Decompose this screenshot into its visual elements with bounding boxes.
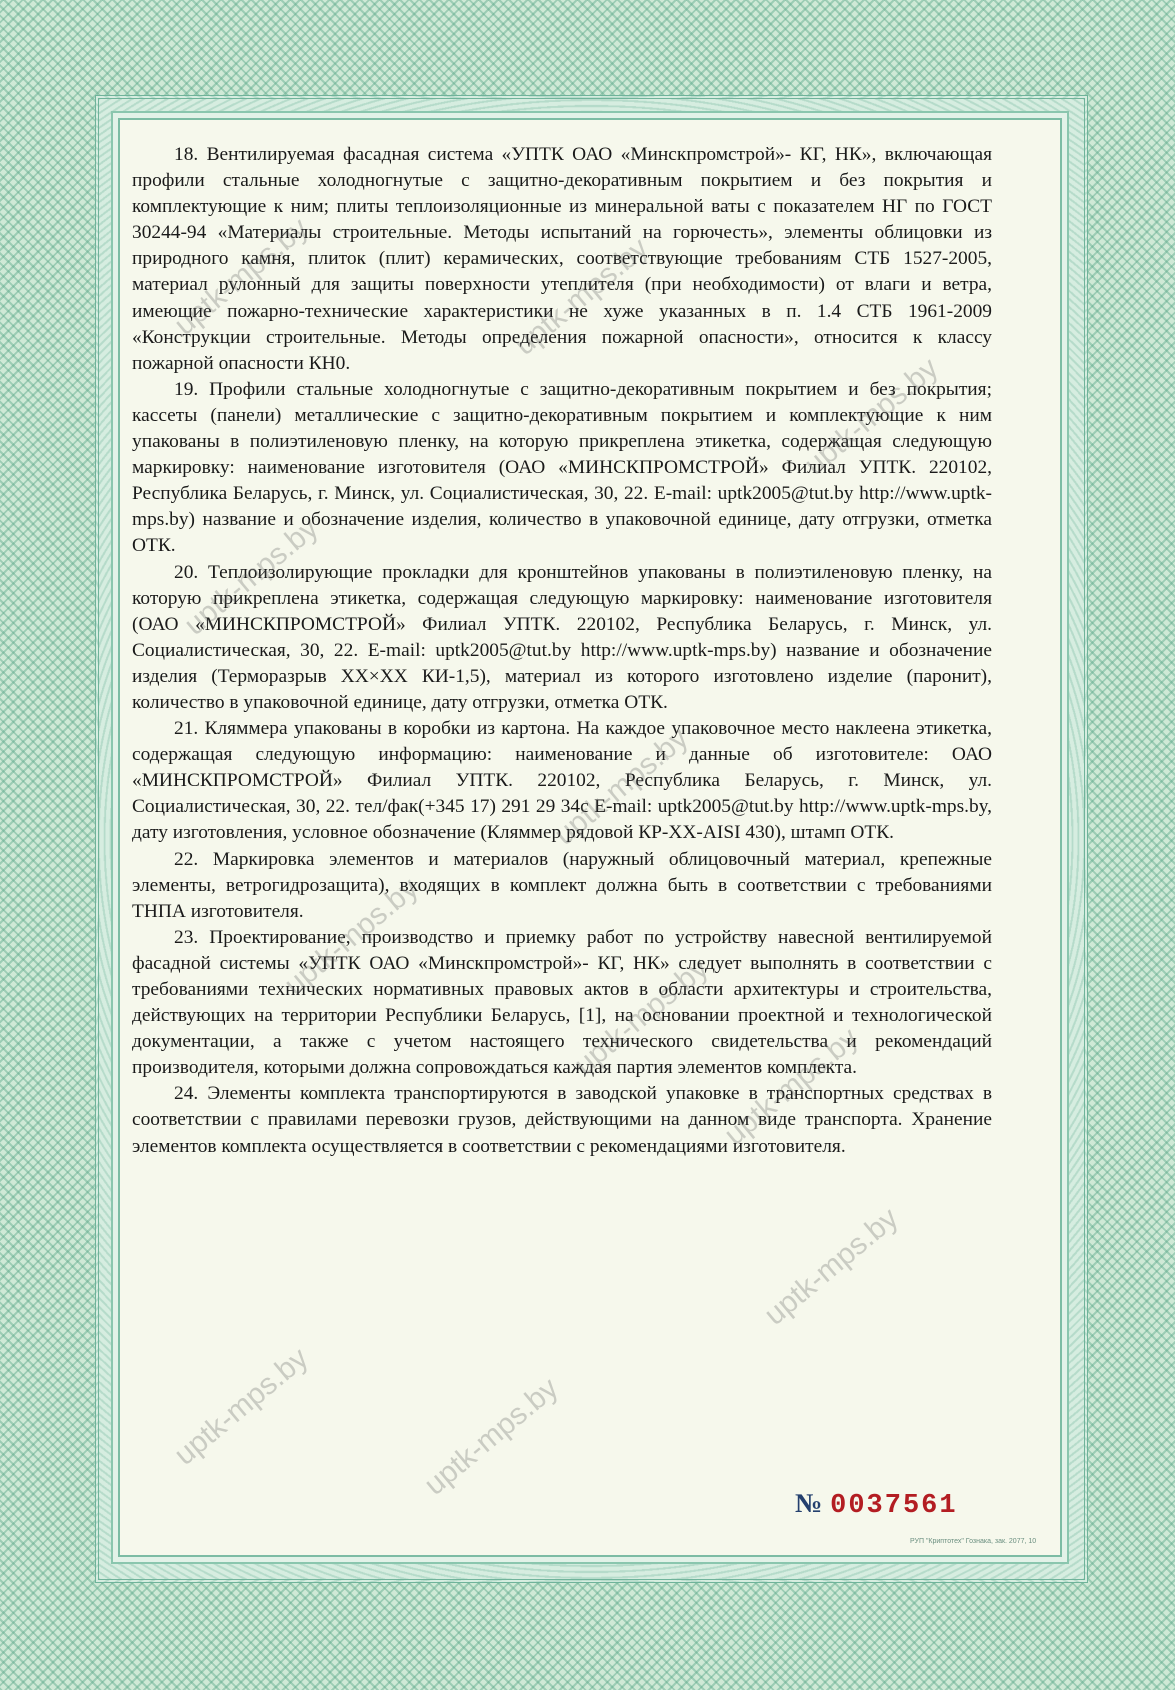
watermark: uptk-mps.by — [168, 211, 315, 342]
serial-number — [795, 1488, 958, 1521]
printer-imprint: РУП "Криптотех" Гознака, зак. 2077, 10 — [910, 1538, 1037, 1545]
watermark: uptk-mps.by — [418, 1371, 565, 1502]
serial-number-value: 0037561 — [830, 1491, 958, 1521]
paragraph-22: 22. Маркировка элементов и материалов (наружный облицовочный материал, крепежные элементы, ветрогидрозащита), входящих в комплект должна быть в соответствии с требованиями ТНПА изготовителя. — [132, 848, 992, 922]
watermark: uptk-mps.by — [718, 1021, 865, 1152]
watermark: uptk-mps.by — [178, 511, 325, 642]
watermark: uptk-mps.by — [508, 231, 655, 362]
paragraph-19: 19. Профили стальные холодногнутые с защитно-декоративным покрытием и без покрытия; кассеты (панели) металлические с защитно-декоративным покрытием и комплектующие к ним упакованы в полиэтиленовую пленку, на которую прикреплена этикетка, содержащая следующую маркировку: наименование изготовителя (ОАО «МИНСКПРОМСТРОЙ» Филиал УПТК. 220102, Республика Беларусь, г. Минск, ул. Социалистическая, 30, 22. E-mail: uptk2005@tut.by http://www.uptk-mps.by) название и обозначение изделия, количество в упаковочной единице, дату отгрузки, отметка ОТК. — [132, 378, 992, 557]
paragraph-21: 21. Кляммера упакованы в коробки из картона. На каждое упаковочное место наклеена этикетка, содержащая следующую информацию: наименование и данные об изготовителе: ОАО «МИНСКПРОМСТРОЙ» Филиал УПТК. 220102, Республика Беларусь, г. Минск, ул. Социалистическая, 30, 22. тел/фак(+345 17) 291 29 34с E-mail: uptk2005@tut.by http://www.uptk-mps.by, дату изготовления, условное обозначение (Кляммер рядовой КР-XX-AISI 430), штамп ОТК. — [132, 718, 992, 844]
paragraph-23: 23. Проектирование, производство и приемку работ по устройству навесной вентилируемой фасадной системы «УПТК ОАО «Минскпромстрой»- КГ, НК» следует выполнять в соответствии с требованиями технических нормативных правовых актов в области архитектуры и строительства, действующих на территории Республики Беларусь, [1], на основании проектной и технологической документации, а также с учетом настоящего технического свидетельства и рекомендаций производителя, которыми должна сопровождаться каждая партия элементов комплекта. — [132, 926, 992, 1079]
watermark: uptk-mps.by — [798, 351, 945, 482]
paragraph-20: 20. Теплоизолирующие прокладки для кронштейнов упакованы в полиэтиленовую пленку, на которую прикреплена этикетка, содержащая следующую маркировку: наименование изготовителя (ОАО «МИНСКПРОМСТРОЙ» Филиал УПТК. 220102, Республика Беларусь, г. Минск, ул. Социалистическая, 30, 22. E-mail: uptk2005@tut.by http://www.uptk-mps.by) название и обозначение изделия (Терморазрыв XX×XX КИ-1,5), материал из которого изготовлено изделие (паронит), количество в упаковочной единице, дату отгрузки, отметка ОТК. — [132, 561, 992, 713]
paragraph-18: 18. Вентилируемая фасадная система «УПТК ОАО «Минскпромстрой»- КГ, НК», включающая профили стальные холодногнутые с защитно-декоративным покрытием и без покрытия и комплектующие к ним; плиты теплоизоляционные из минеральной ваты с показателем НГ по ГОСТ 30244-94 «Материалы строительные. Методы испытаний на горючесть», элементы облицовки из природного камня, плиток (плит) керамических, соответствующие требованиям СТБ 1527-2005, материал рулонный для защиты поверхности утеплителя (при необходимости) от влаги и ветра, имеющие пожарно-технические характеристики не хуже указанных в п. 1.4 СТБ 1961-2009 «Конструкции строительные. Методы определения пожарной опасности», относится к классу пожарной опасности КН0. — [132, 144, 992, 374]
certificate-text — [132, 142, 992, 1160]
watermark: uptk-mps.by — [278, 871, 425, 1002]
watermark: uptk-mps.by — [758, 1201, 905, 1332]
watermark: uptk-mps.by — [548, 721, 695, 852]
paragraph-24: 24. Элементы комплекта транспортируются в заводской упаковке в транспортных средствах в соответствии с правилами перевозки грузов, действующими на данном виде транспорта. Хранение элементов комплекта осуществляется в соответствии с рекомендациями изготовителя. — [132, 1083, 992, 1157]
watermark: uptk-mps.by — [568, 951, 715, 1082]
number-sign: № — [795, 1488, 825, 1518]
watermark: uptk-mps.by — [168, 1341, 315, 1472]
